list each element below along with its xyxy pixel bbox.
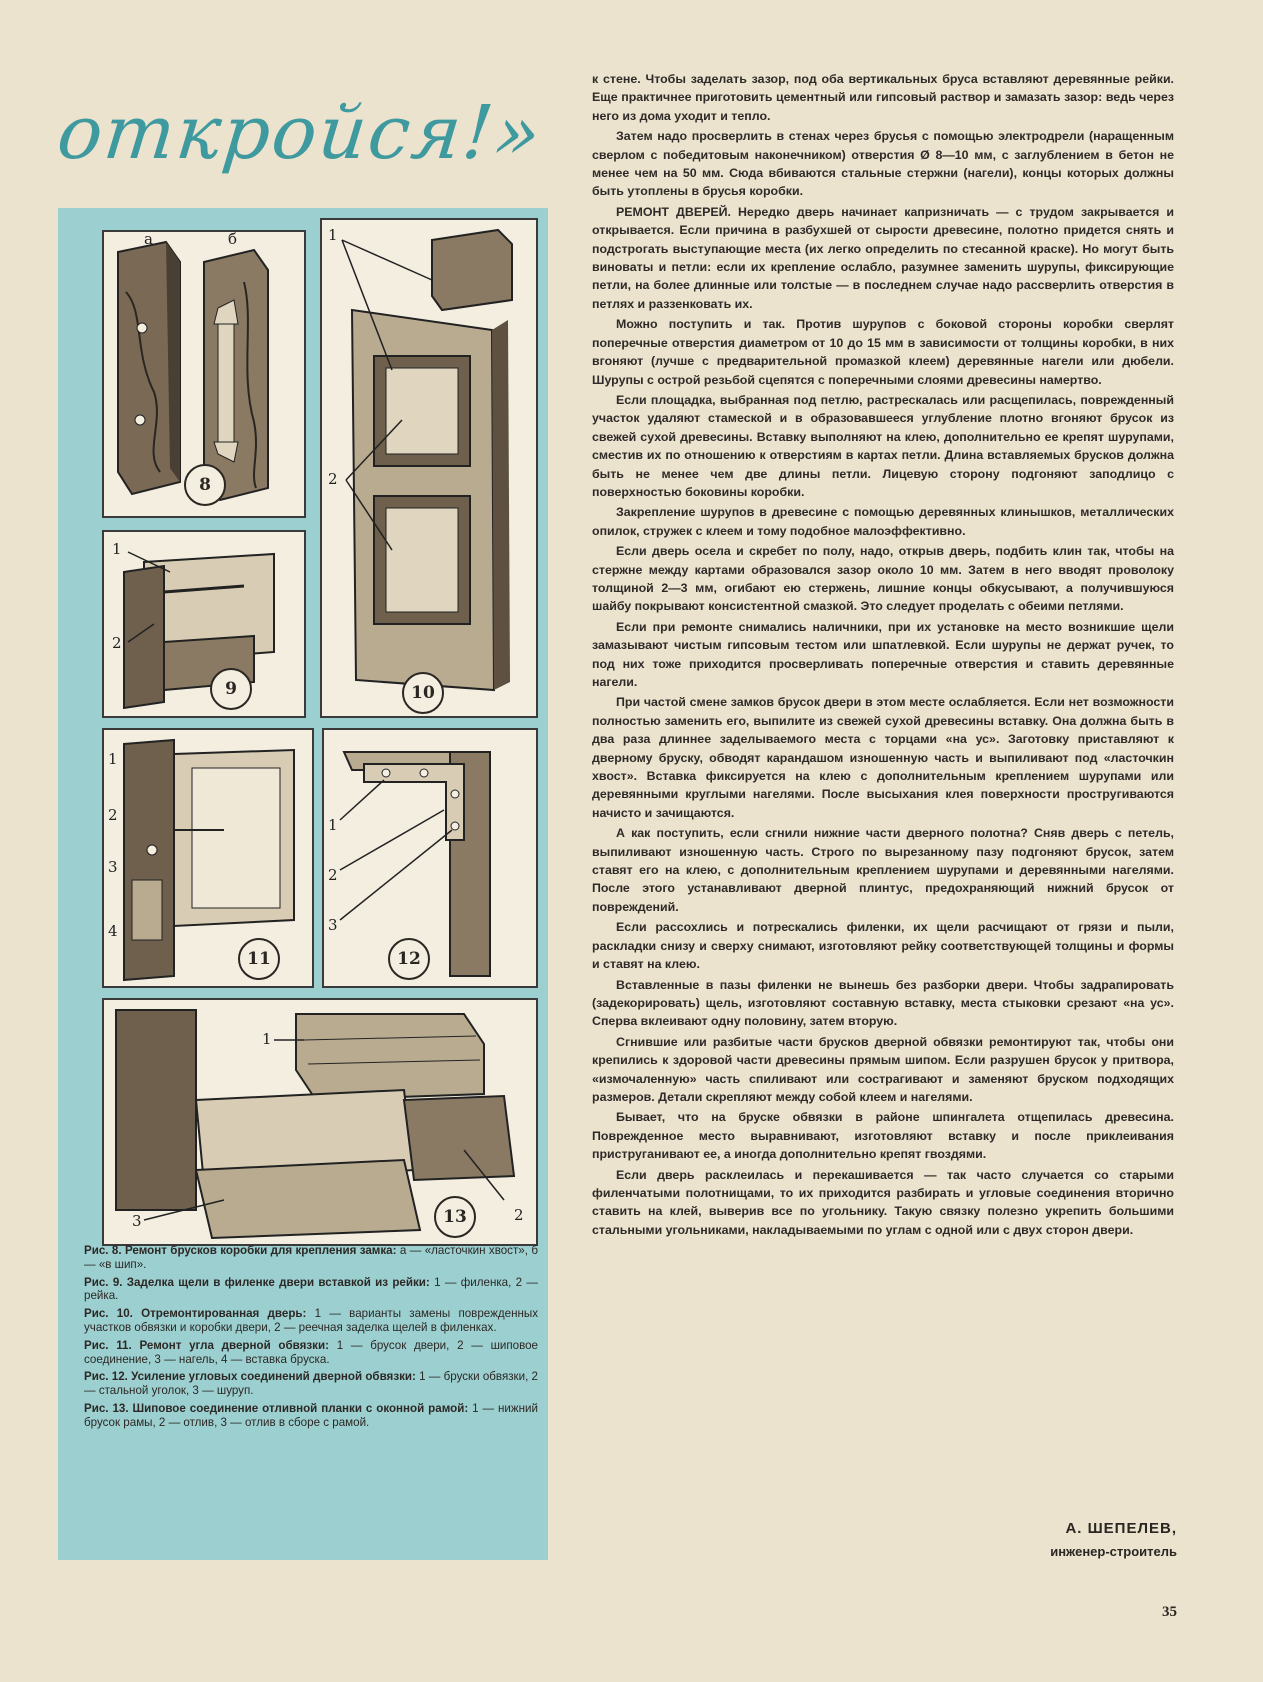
paragraph: При частой смене замков брусок двери в этом месте ослабляется. Если нет возможности полностью заменить его, выпилите из свежей сухой древесины вставку. Она должна быть в два раза длиннее заделываемого места с торцами «на ус». Заготовку приставляют к дверному бруску, обводят карандашом изношенную часть и выпиливают под «ласточкин хвост». Вставка фиксируется на клею с дополнительным креплением шурупами или деревянными круглыми нагелями. После высыхания клея поверхности простругиваются начисто и зачищаются. <box>592 695 1174 820</box>
caption-fig12: Рис. 12. Усиление угловых соединений дверной обвязки: 1 — бруски обвязки, 2 — стальной уголок, 3 — шуруп. <box>84 1370 538 1398</box>
figure-9 <box>102 530 306 718</box>
figure-9-drawing <box>104 532 304 716</box>
figure-8 <box>102 230 306 518</box>
figure-8-label-b: б <box>228 230 238 248</box>
caption-fig8: Рис. 8. Ремонт брусков коробки для крепления замка: а — «ласточкин хвост», б — «в шип». <box>84 1244 538 1271</box>
figure-11-number: 11 <box>238 938 280 980</box>
figure-13-label-3: 3 <box>132 1212 142 1230</box>
figure-13 <box>102 998 538 1246</box>
figure-13-label-2: 2 <box>514 1206 524 1224</box>
paragraph: Вставленные в пазы филенки не вынешь без разборки двери. Чтобы задрапировать (задекорировать) щель, изготовляют составную вставку, места стыковки срезают «на ус». Сперва вклеивают одну половину, затем вторую. <box>592 977 1174 1029</box>
page-number: 35 <box>1162 1604 1177 1620</box>
figure-11-label-2: 2 <box>108 806 118 824</box>
paragraph: А как поступить, если сгнили нижние части дверного полотна? Сняв дверь с петель, выпиливают изношенную часть. Строго по вырезанному пазу подгоняют брусок, затем ставят его на клею, с дополнительным креплением шурупами и деревянными нагелями. После этого устанавливают дверной плинтус, предохраняющий нижний брусок от повреждений. <box>592 826 1174 914</box>
paragraph: Если дверь расклеилась и перекашивается — так часто случается со старыми филенчатыми полотнищами, то их приходится разбирать и угловые соединения вторично ставить на клей, выверив все по угольнику. Такую связку полезно укрепить большими стальными угольниками, накладываемыми по углам с одной или с двух сторон двери. <box>592 1167 1174 1237</box>
figure-12-label-1: 1 <box>328 816 338 834</box>
figure-9-label-2: 2 <box>112 634 122 652</box>
figure-12-drawing <box>324 730 536 986</box>
figure-10 <box>320 218 538 718</box>
paragraph: Закрепление шурупов в древесине с помощью деревянных клинышков, металлических опилок, стружек с клеем и тому подобное малоэффективно. <box>592 505 1174 538</box>
figure-10-number: 10 <box>402 672 444 714</box>
paragraph: Если при ремонте снимались наличники, при их установке на место возникшие щели замазывают чистым гипсовым тестом или шпатлевкой. Если шурупы не держат ручек, то под них тоже приходится просверливать поперечные отверстия и ставить деревянные нагели. <box>592 619 1174 689</box>
figure-8-label-a: а <box>144 230 153 248</box>
figure-10-label-2: 2 <box>328 470 338 488</box>
figure-12-label-3: 3 <box>328 916 338 934</box>
figure-13-label-1: 1 <box>262 1030 272 1048</box>
figure-12-number: 12 <box>388 938 430 980</box>
figure-9-label-1: 1 <box>112 540 122 558</box>
figure-9-number: 9 <box>210 668 252 710</box>
figure-12-label-2: 2 <box>328 866 338 884</box>
caption-fig13: Рис. 13. Шиповое соединение отливной планки с оконной рамой: 1 — нижний брусок рамы, 2 — отлив, 3 — отлив в сборе с рамой. <box>84 1401 538 1429</box>
caption-fig11: Рис. 11. Ремонт угла дверной обвязки: 1 — брусок двери, 2 — шиповое соединение, 3 — нагель, 4 — вставка бруска. <box>84 1338 539 1366</box>
figure-12 <box>322 728 538 988</box>
paragraph: Бывает, что на бруске обвязки в районе шпингалета отщепилась древесина. Поврежденное место выравнивают, изготовляют вставку и после приклеивания приструганивают ее, а иногда дополнительно крепят гвоздями. <box>592 1110 1174 1162</box>
caption-fig10: Рис. 10. Отремонтированная дверь: 1 — варианты замены поврежденных участков обвязки и коробки двери, 2 — реечная заделка щелей в филенках. <box>84 1307 539 1334</box>
paragraph: Можно поступить и так. Против шурупов с боковой стороны коробки сверлят поперечные отверстия диаметром от 10 до 15 мм в зависимости от толщины коробки, в них вгоняют (лучше с предварительной промазкой клеем) деревянные нагели или дюбели. Шурупы с острой резьбой сцепятся с поперечными слоями древесины намертво. <box>592 317 1174 387</box>
author-role: инженер-строитель <box>1050 1544 1177 1559</box>
paragraph: Затем надо просверлить в стенах через брусья с помощью электродрели (наращенным сверлом с победитовым наконечником) отверстия Ø 8—10 мм, с заглублением в бетон не менее чем на 50 мм. Сюда вбиваются стальные стержни (нагели), концы которых должны быть утоплены в брусья коробки. <box>592 129 1174 199</box>
paragraph: РЕМОНТ ДВЕРЕЙ. Нередко дверь начинает капризничать — с трудом закрывается и открывается. Если причина в разбухшей от сырости древесине, полотно придется снять и подстрогать выступающие места (их легко определить по стесанной краске). Но могут быть виноваты и петли: если их крепление ослабло, разумнее заменить шурупы, фиксирующие петли, на более длинные или толстые — в последнем случае надо рассверлить отверстия в петлях и раззенковать их. <box>592 204 1174 311</box>
author-name: А. ШЕПЕЛЕВ, <box>1065 1520 1177 1537</box>
figure-11-label-3: 3 <box>108 858 118 876</box>
caption-fig9: Рис. 9. Заделка щели в филенке двери вставкой из рейки: 1 — филенка, 2 — рейка. <box>84 1275 538 1303</box>
figure-10-label-1: 1 <box>328 226 338 244</box>
figure-10-drawing <box>322 220 536 716</box>
article-body <box>592 70 1174 1550</box>
figure-13-number: 13 <box>434 1196 476 1238</box>
article-title: откройся!» <box>53 90 547 176</box>
paragraph: Если площадка, выбранная под петлю, растрескалась или расщепилась, поврежденный участок удаляют стамеской и в образовавшееся углубление плотно вгоняют брусок из свежей сухой древесины. Вставку выполняют на клею, дополнительно ее крепят шурупами, сместив их по отношению к отверстиям в картах петли. Длина вставляемых брусков должна быть не менее чем две длины петли. Лицевую сторону подгоняют заподлицо с поверхностью боковины коробки. <box>592 392 1174 499</box>
figure-captions <box>84 1244 538 1434</box>
figure-8-number: 8 <box>184 464 226 506</box>
paragraph: к стене. Чтобы заделать зазор, под оба вертикальных бруса вставляют деревянные рейки. Еще практичнее приготовить цементный или гипсовый раствор и замазать зазор: ведь через него из дома уходит и тепло. <box>592 72 1174 123</box>
figure-11 <box>102 728 314 988</box>
figure-11-label-4: 4 <box>108 922 118 940</box>
figure-11-drawing <box>104 730 312 986</box>
paragraph: Если рассохлись и потрескались филенки, их щели расчищают от грязи и пыли, раскладки снизу и сверху снимают, изготовляют рейку соответствующей толщины и формы и ставят на клею. <box>592 920 1174 972</box>
figure-11-label-1: 1 <box>108 750 118 768</box>
paragraph: Если дверь осела и скребет по полу, надо, открыв дверь, подбить клин так, чтобы на стержне между картами образовался зазор около 10 мм. Затем в него вводят проволоку толщиной 2—3 мм, огибают ею стержень, лишние концы обкусывают, а получившуюся шайбу покрывают консистентной смазкой. Это следует проделать с обеими петлями. <box>592 544 1174 614</box>
paragraph: Сгнившие или разбитые части брусков дверной обвязки ремонтируют так, чтобы они крепились к здоровой части древесины прямым шипом. Если разрушен брусок у притвора, «измочаленную» часть спиливают или сострагивают и заменяют бруском подходящих размеров. Детали скрепляют между собой клеем и нагелями. <box>592 1034 1174 1104</box>
